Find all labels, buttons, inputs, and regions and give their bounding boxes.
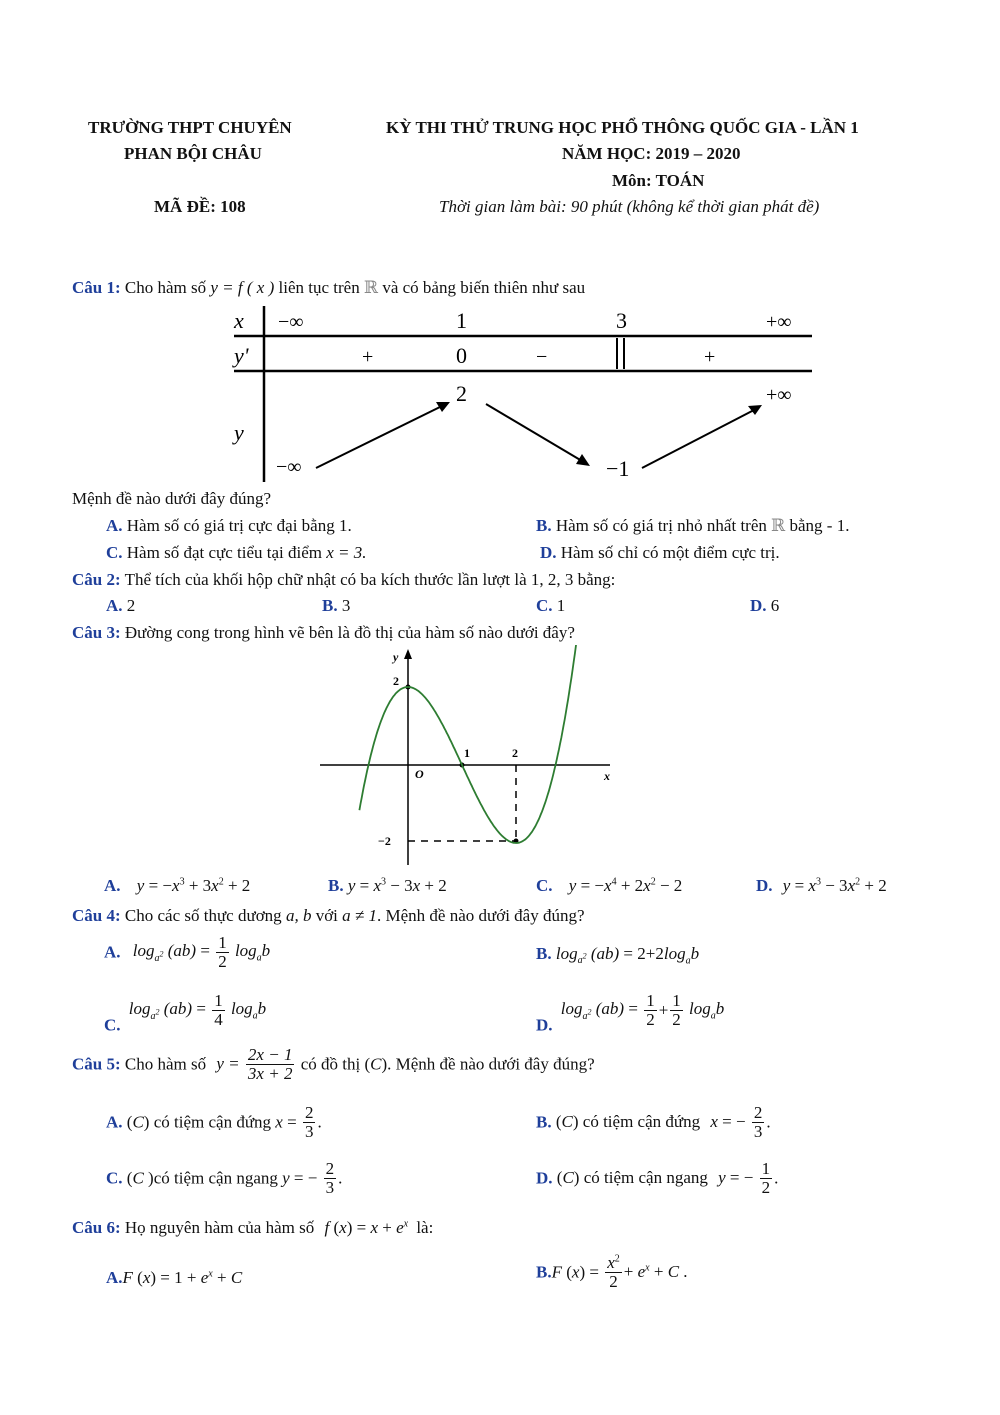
question-6: Câu 6: Họ nguyên hàm của hàm số f $(x) = x + e^x$ là: [72,1218,434,1237]
q4-option-c: C. $\log_{a^2} (ab)$ = $\frac{1}{4}$ $\log_ab$ [104,991,267,1035]
q1-option-c [106,543,367,563]
x-axis-label: x [604,769,610,783]
reals-symbol: ℝ [363,278,379,297]
q1-prompt: Mệnh đề nào dưới đây đúng? [72,489,272,508]
question-text: Thể tích của khối hộp chữ nhật có ba kích thước lần lượt là 1, 2, 3 bằng: [124,570,616,589]
table-sign: + [704,346,716,368]
exam-title: KỲ THI THỬ TRUNG HỌC PHỔ THÔNG QUỐC GIA - LẦN 1 [386,118,859,137]
question-text: liên tục trên [278,278,360,297]
tick-label: −2 [378,834,391,848]
arrow-down [486,404,582,461]
q4-option-d: D. $\log_{a^2} (ab)$ = $\frac{1}{2}$ + $\frac{1}{2}$ $\log_ab$ [536,991,725,1035]
option-text: bằng - 1. [789,516,850,535]
time-limit: Thời gian làm bài: 90 phút (không kể thời gian phát đề) [439,197,820,216]
q2-option-b: B. 3 [322,596,351,615]
tick-label: 1 [464,746,470,760]
q4-option-a: A. $\log_{a^2} (ab)$ = $\frac{1}{2}$ $\log_ab$ [104,933,271,971]
table-sign: − [536,346,548,368]
q6-option-b: B.F (x) = $\frac{x^2}{2}$ + $e^x + C$ . [536,1253,688,1291]
q1-option-a [106,516,352,536]
reals-symbol: ℝ [771,516,786,535]
school-name-line2: PHAN BỘI CHÂU [124,144,262,163]
option-math: x = 3. [326,543,367,562]
q5-option-b: B. (C) có tiệm cận đứng x = − $\frac{2}{3}$ . [536,1103,771,1141]
question-text: Đường cong trong hình vẽ bên là đồ thị của hàm số nào dưới đây? [124,623,575,642]
q2-option-a: A. 2 [106,596,136,615]
option-label: C. [106,543,123,562]
q5-option-c: C. (C )có tiệm cận ngang y = − $\frac{2}{3}$ . [106,1159,343,1197]
subject: Môn: TOÁN [612,171,705,190]
school-year: NĂM HỌC: 2019 – 2020 [562,144,741,163]
table-x-label: x [234,308,244,333]
option-label: D. [540,543,557,562]
table-y-value: −∞ [276,456,302,478]
exam-code: MÃ ĐỀ: 108 [154,197,246,216]
table-x-value: 3 [616,308,627,333]
tick-label: 2 [512,746,518,760]
question-2 [72,570,615,590]
question-5: Câu 5: Cho hàm số y = $\frac{2x - 1}{3x + 2}$ có đồ thị (C). Mệnh đề nào dưới đây đúng? [72,1045,595,1083]
question-1 [72,278,585,298]
question-label: Câu 1: [72,278,121,297]
question-text: Cho hàm số [124,278,207,297]
option-text: Hàm số đạt cực tiểu tại điểm [126,543,322,562]
question-label: Câu 3: [72,623,121,642]
arrow-up [316,406,442,468]
question-3 [72,623,575,643]
table-x-value: +∞ [766,311,792,333]
arrow-up [642,410,754,468]
q4-option-b: B. $\log_{a^2} (ab) = 2+2\log_ab$ [536,944,700,967]
table-y-value: 2 [456,381,467,406]
question-text: và có bảng biến thiên như sau [382,278,586,297]
option-text: Hàm số chỉ có một điểm cực trị. [560,543,780,562]
table-sign: 0 [456,343,467,368]
question-label: Câu 2: [72,570,121,589]
option-text: Hàm số có giá trị cực đại bằng 1. [126,516,352,535]
table-x-value: 1 [456,308,467,333]
table-y-label: y [234,420,244,445]
question-label: Câu 4: [72,906,121,925]
q1-option-d [540,543,780,563]
q5-option-d: D. (C) có tiệm cận ngang y = − $\frac{1}{2}$ . [536,1159,779,1197]
table-y-value: −1 [606,456,630,481]
q3-option-a: A. $y = -x^3 + 3x^2 + 2$ [104,876,251,895]
q1-option-b [536,516,849,536]
variation-table [220,298,820,488]
question-4: Câu 4: Cho các số thực dương a, b với a ≠ 1. Mệnh đề nào dưới đây đúng? [72,906,585,925]
q2-option-c: C. 1 [536,596,566,615]
origin-label: O [415,767,424,781]
q5-option-a: A. (C) có tiệm cận đứng x = $\frac{2}{3}$ . [106,1103,322,1141]
tick-label: 2 [393,674,399,688]
table-x-value: −∞ [278,311,304,333]
cubic-graph [318,645,618,870]
q2-option-d: D. 6 [750,596,780,615]
table-yprime-label: y' [234,343,249,368]
option-label: B. [536,516,552,535]
q3-option-c: C. $y = -x^4 + 2x^2 - 2$ [536,876,683,895]
table-sign: + [362,346,374,368]
table-y-value: +∞ [766,384,792,406]
function-notation: y = f ( x ) [210,278,275,297]
q3-option-b: B. $y = x^3 - 3x + 2$ [328,876,447,895]
option-text: Hàm số có giá trị nhỏ nhất trên [555,516,767,535]
option-label: A. [106,516,123,535]
school-name-line1: TRƯỜNG THPT CHUYÊN [88,118,292,137]
y-axis-label: y [393,650,399,664]
q6-option-a: A.F $(x) = 1 + e^x + C$ [106,1268,243,1287]
q3-option-d: D. $y = x^3 - 3x^2 + 2$ [756,876,887,895]
